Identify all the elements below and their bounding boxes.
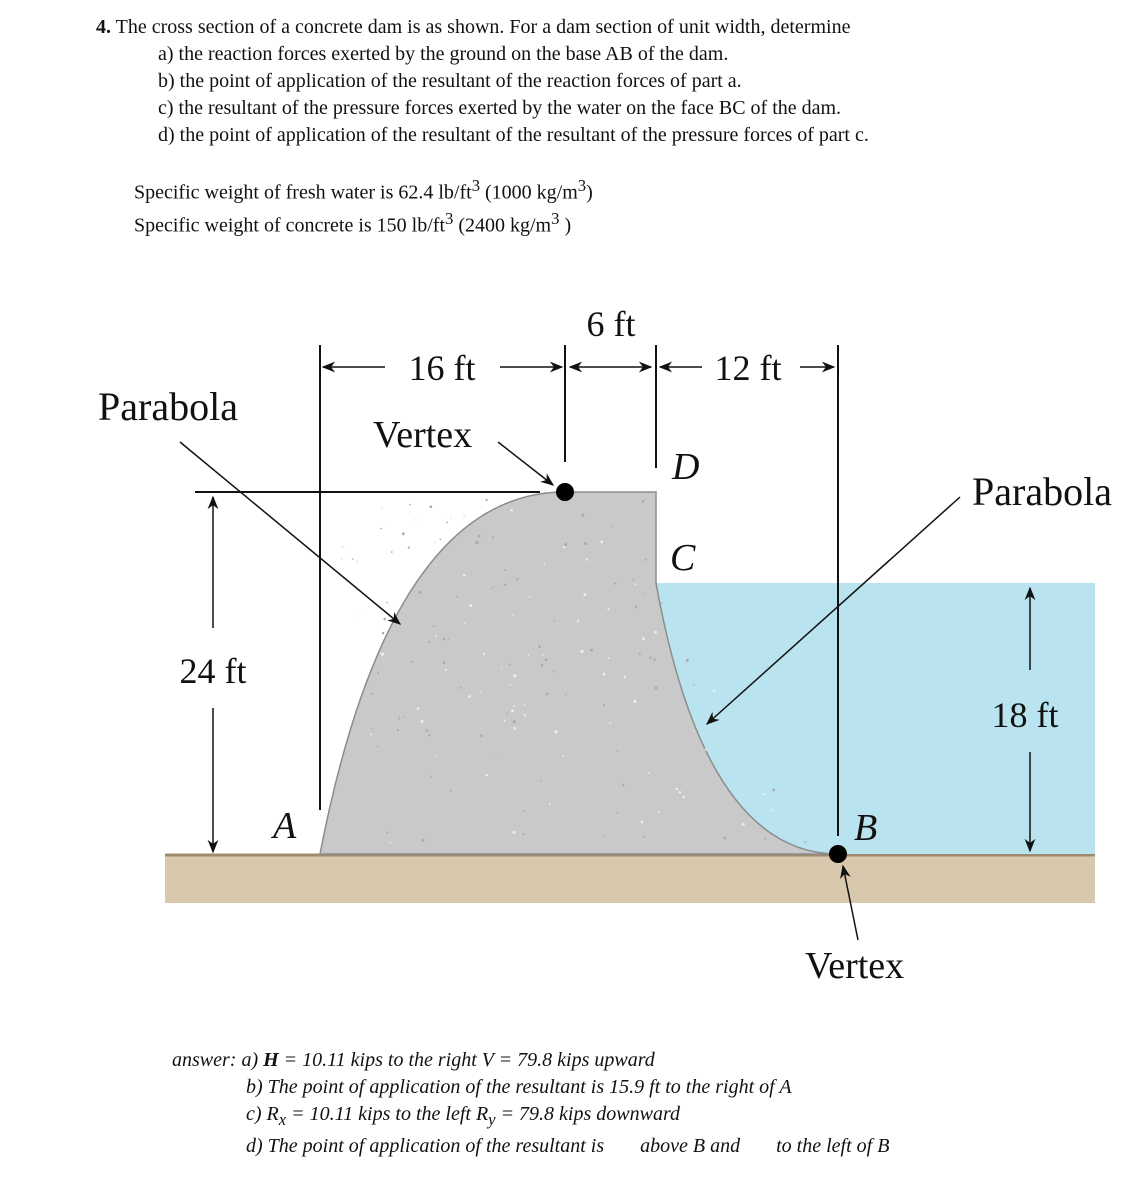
concrete-speck [463,515,466,518]
concrete-speck [603,835,604,836]
concrete-speck [456,596,458,598]
problem-part-d: d) the point of application of the resultant of the resultant of the pressure forces of part c. [158,124,869,146]
concrete-speck [397,729,399,731]
concrete-speck [642,637,645,640]
concrete-speck [679,791,682,794]
concrete-speck [586,558,588,560]
vertex-top-leader [498,442,553,485]
concrete-speck [493,586,495,588]
water-spec-close: ) [586,181,593,204]
concrete-speck [475,541,478,544]
concrete-speck [528,654,530,656]
problem-part-b: b) the point of application of the resultant of the reaction forces of part a. [158,70,742,92]
concrete-speck [383,618,386,621]
concrete-speck [583,593,586,596]
vertex-label-bottom: Vertex [805,945,905,987]
concrete-speck [643,836,645,838]
concrete-speck [562,755,564,757]
concrete-speck [529,596,531,598]
concrete-speck [600,540,603,543]
concrete-speck [377,672,379,674]
concrete-speck [634,700,637,703]
concrete-spec-text: Specific weight of concrete is 150 lb/ft [134,214,446,237]
concrete-speck [443,661,446,664]
concrete-speck [382,632,384,634]
concrete-speck [513,727,516,730]
concrete-speck [386,602,388,604]
concrete-speck [523,810,525,812]
concrete-speck [485,774,488,777]
concrete-speck [356,560,359,563]
concrete-speck [513,705,515,707]
concrete-speck [614,582,616,584]
concrete-speck [409,504,411,506]
concrete-speck [435,756,437,758]
concrete-speck [642,593,643,594]
concrete-speck [421,720,424,723]
water-spec-sup2: 3 [577,176,587,195]
answer-a-h-value: = 10.11 kips to the right [278,1049,482,1071]
concrete-speck [513,674,516,677]
concrete-speck [694,729,696,731]
concrete-speck [763,793,765,795]
concrete-speck [460,687,462,689]
answer-line-a [172,1047,889,1074]
concrete-speck [342,545,345,548]
concrete-speck [555,730,558,733]
concrete-speck [415,519,417,521]
concrete-speck [468,695,471,698]
concrete-speck [648,772,650,774]
concrete-speck [352,558,354,560]
concrete-speck [580,650,583,653]
concrete-speck [563,546,565,548]
concrete-speck [501,667,502,668]
concrete-speck [408,547,410,549]
answer-d-mid: above B and [640,1135,741,1157]
concrete-speck [639,653,641,655]
concrete-speck [469,604,472,607]
concrete-speck [386,832,388,834]
concrete-speck [577,620,579,622]
concrete-speck [546,693,549,696]
concrete-speck [553,671,555,673]
concrete-spec-sup2: 3 [551,208,560,228]
concrete-speck [661,602,662,603]
concrete-speck [616,812,618,814]
concrete-speck [512,831,515,834]
answer-c-sub-y: y [488,1110,496,1129]
concrete-speck [434,541,436,543]
answer-c-post: = 79.8 kips downward [495,1103,680,1125]
concrete-speck [538,645,541,648]
concrete-speck [428,734,430,736]
concrete-spec-sup: 3 [445,208,454,228]
concrete-speck [435,635,437,637]
concrete-speck [524,704,526,706]
concrete-speck [510,509,513,512]
concrete-speck [513,720,516,723]
concrete-speck [371,693,373,695]
concrete-speck [486,499,488,501]
concrete-speck [380,507,383,510]
concrete-speck [624,676,626,678]
concrete-speck [418,591,421,594]
concrete-speck [480,691,482,693]
concrete-speck [483,653,485,655]
point-b-label: B [854,807,878,849]
water-spec-text: Specific weight of fresh water is 62.4 lb/ft [134,181,472,204]
concrete-speck [603,704,605,706]
concrete-speck [430,776,432,778]
concrete-speck [590,649,593,652]
concrete-speck [642,500,645,503]
concrete-speck [448,639,449,640]
concrete-speck [509,663,511,665]
concrete-speck [444,517,446,519]
problem-number: 4. [96,16,111,38]
concrete-speck [450,517,452,519]
concrete-speck [713,690,716,693]
point-d-label: D [672,446,700,488]
concrete-speck [403,716,405,718]
concrete-speck [463,574,466,577]
problem-part-a: a) the reaction forces exerted by the ground on the base AB of the dam. [158,43,729,65]
answer-d-pre: d) The point of application of the resultant is [246,1135,605,1157]
concrete-speck [385,524,387,526]
concrete-speck [492,536,494,538]
concrete-speck [480,735,483,738]
concrete-speck [609,722,611,724]
concrete-speck [765,838,767,840]
concrete-speck [545,658,548,661]
concrete-speck [506,713,508,715]
concrete-speck [430,505,433,508]
concrete-speck [522,833,524,835]
concrete-speck [770,809,772,811]
answer-a-v-symbol: V [481,1049,494,1071]
concrete-speck [655,687,658,690]
answer-d-post: to the left of B [776,1135,890,1157]
concrete-speck [411,661,413,663]
concrete-speck [541,664,544,667]
concrete-speck [443,638,445,640]
answer-c-sub-x: x [278,1110,287,1129]
concrete-speck [446,522,448,524]
concrete-speck [565,694,567,696]
concrete-speck [359,615,361,617]
concrete-speck [635,606,637,608]
water-spec-sup: 3 [471,176,481,195]
point-c-label: C [670,537,696,579]
concrete-speck [544,564,546,566]
concrete-speck [742,823,745,826]
water-spec-metric: (1000 kg/m [480,181,578,204]
concrete-speck [641,821,644,824]
concrete-speck [516,578,518,580]
concrete-speck [772,789,775,792]
concrete-speck [391,551,393,553]
concrete-speck [683,796,685,798]
answer-block [172,1047,889,1160]
dim-6-label: 6 ft [586,304,636,344]
answer-a-prefix: answer: a) [172,1049,264,1071]
concrete-speck [491,588,493,590]
concrete-speck [612,526,614,528]
answer-line-c [172,1101,889,1133]
concrete-speck [607,608,609,610]
concrete-speck [693,684,695,686]
concrete-speck [649,656,651,658]
point-a-label: A [273,805,297,847]
concrete-speck [607,657,609,659]
concrete-speck [504,569,506,571]
concrete-speck [654,631,657,634]
concrete-speck [440,539,442,541]
concrete-speck [417,707,420,710]
concrete-speck [564,543,567,546]
dim-12-label: 12 ft [714,348,782,388]
concrete-speck [422,839,425,842]
concrete-speck [634,583,636,585]
concrete-speck [402,532,405,535]
concrete-speck [426,729,429,732]
concrete-speck [654,659,656,661]
problem-part-c: c) the resultant of the pressure forces exerted by the water on the face BC of the dam. [158,97,842,119]
dim-24-label: 24 ft [179,651,247,691]
concrete-speck [540,780,542,782]
concrete-speck [495,753,496,754]
concrete-speck [581,514,584,517]
concrete-spec-metric: (2400 kg/m [453,214,552,237]
concrete-speck [513,614,515,616]
concrete-speck [340,557,343,560]
concrete-speck [805,841,807,843]
answer-c-mid: = 10.11 kips to the left R [286,1103,489,1125]
concrete-speck [511,710,514,713]
vertex-point-top [556,483,574,501]
concrete-speck [554,620,556,622]
concrete-speck [658,811,660,813]
concrete-speck [381,653,384,656]
concrete-speck [372,728,373,729]
concrete-speck [478,535,481,538]
concrete-speck [705,749,707,751]
concrete-speck [510,684,512,686]
concrete-speck [464,622,466,624]
concrete-speck [377,746,379,748]
concrete-speck [450,790,452,792]
concrete-speck [542,654,543,655]
answer-c-pre: c) R [246,1103,279,1125]
concrete-speck [686,659,689,662]
vertex-point-b [829,845,847,863]
answer-line-d [172,1133,889,1160]
parabola-label-right: Parabola [972,469,1112,514]
concrete-speck [524,714,526,716]
concrete-speck [675,788,677,790]
concrete-speck [390,842,392,844]
concrete-speck [504,584,506,586]
concrete-speck [445,669,447,671]
concrete-speck [370,733,372,735]
concrete-speck [584,542,587,545]
concrete-speck [433,625,435,627]
dim-18-label: 18 ft [991,695,1059,735]
concrete-speck [549,803,551,805]
concrete-speck [380,528,382,530]
ground [165,855,1095,903]
concrete-speck [504,720,506,722]
concrete-speck [398,717,400,719]
concrete-speck [617,750,619,752]
parabola-label-left: Parabola [98,384,238,429]
answer-line-b: b) The point of application of the resultant is 15.9 ft to the right of A [246,1076,792,1098]
vertex-label-top: Vertex [373,414,473,456]
concrete-speck [632,579,634,581]
concrete-speck [622,784,624,786]
problem-intro: The cross section of a concrete dam is as shown. For a dam section of unit width, determine [115,16,851,38]
concrete-speck [428,641,430,643]
concrete-speck [723,837,726,840]
answer-a-v-value: = 79.8 kips upward [493,1049,655,1071]
concrete-speck [435,565,436,566]
concrete-speck [603,673,606,676]
answer-a-h-symbol: H [263,1049,279,1071]
concrete-spec-close: ) [559,214,572,237]
dim-16-label: 16 ft [408,348,476,388]
concrete-speck [645,559,647,561]
